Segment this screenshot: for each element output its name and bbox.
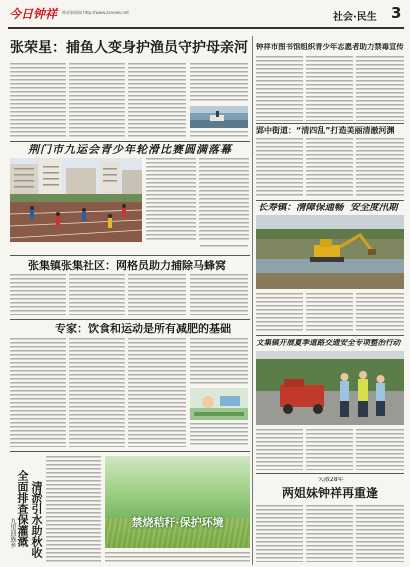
article-body-text: [10, 274, 66, 315]
article-body-text: [356, 56, 404, 121]
section-name: 社会·民生: [333, 12, 377, 23]
masthead-site: 钟祥新闻网 http://www.zxnews.net: [62, 10, 129, 15]
article-body-text: [256, 138, 303, 197]
vertical-place-name: 九里回族乡: [9, 518, 16, 548]
article-body-text: [10, 63, 66, 139]
section-rule: [256, 335, 404, 336]
section-rule: [256, 200, 404, 201]
article-body-text: [356, 293, 404, 332]
masthead-rule: [8, 27, 404, 29]
headline-changshou: 长寿镇：清障保通畅 安全度汛期: [258, 203, 398, 213]
article-body-text: [306, 138, 353, 197]
headline-skating: 荆门市九运会青少年轮滑比赛圆满落幕: [28, 144, 232, 156]
article-body-text: [256, 429, 303, 470]
article-body-text: [10, 338, 66, 447]
article-body-text: [69, 63, 125, 139]
article-body-text: [190, 274, 248, 315]
article-body-text: [306, 293, 353, 332]
headline-expert: 专家：饮食和运动是所有减肥的基础: [55, 323, 231, 335]
ad-banner-straw-burning: [105, 456, 250, 548]
article-body-text: [356, 505, 404, 562]
article-body-text: [190, 131, 248, 139]
vertical-headline-1: 全面排查保灌溉: [16, 470, 29, 547]
article-body-text: [356, 138, 404, 197]
masthead-logo: 今日钟祥: [9, 7, 58, 21]
photo-traffic-police: [256, 351, 404, 425]
article-body-text: [306, 429, 353, 470]
article-body-text: [256, 505, 303, 562]
article-body-text: [306, 505, 353, 562]
page-number: 3: [391, 4, 402, 22]
article-body-text: [46, 456, 101, 562]
photo-excavator: [256, 215, 404, 289]
article-body-text: [190, 63, 248, 103]
article-body-text: [306, 56, 353, 121]
section-rule: [10, 141, 250, 142]
article-body-text: [256, 293, 303, 332]
column-divider: [252, 36, 253, 565]
article-body-text: [190, 338, 248, 385]
article-body-text: [128, 338, 186, 447]
section-rule: [10, 451, 250, 452]
headline-sisters: 两姐妹钟祥再重逢: [282, 487, 379, 500]
masthead: [0, 0, 410, 30]
article-body-text: [69, 338, 125, 447]
headline-yingzhong: 郢中街道：“清四乱”打造美丽清澈河渊: [256, 126, 395, 135]
headline-wenji: 文集镇开展夏季道路交通安全专项整治行动: [256, 339, 401, 347]
headline-fisherman: 张荣星：捕鱼人变身护渔员守护母亲河: [10, 40, 248, 56]
article-byline: [200, 245, 248, 249]
vertical-headline-2: 清淤引水助秋收: [30, 481, 43, 558]
article-body-text: [128, 63, 186, 139]
article-body-text: [105, 552, 250, 562]
kicker-sisters: 失散28年: [318, 477, 344, 483]
article-body-text: [190, 423, 248, 447]
article-body-text: [69, 274, 125, 315]
section-rule: [10, 255, 250, 256]
section-rule: [256, 123, 404, 124]
article-body-text: [146, 158, 196, 242]
section-rule: [256, 473, 404, 474]
section-rule: [10, 319, 250, 320]
illustration-healthy-life: [190, 388, 248, 420]
article-body-text: [199, 158, 249, 242]
ad-text: 禁烧秸秆·保护环境: [131, 516, 224, 529]
article-body-text: [256, 56, 303, 121]
article-body-text: [356, 429, 404, 470]
article-body-text: [128, 274, 186, 315]
photo-roller-skating: [10, 158, 142, 242]
headline-library: 钟祥市图书馆组织青少年志愿者助力禁毒宣传: [256, 43, 404, 51]
headline-zhangji: 张集镇张集社区：网格员助力捕除马蜂窝: [28, 260, 226, 272]
photo-fisherman: [190, 106, 248, 128]
